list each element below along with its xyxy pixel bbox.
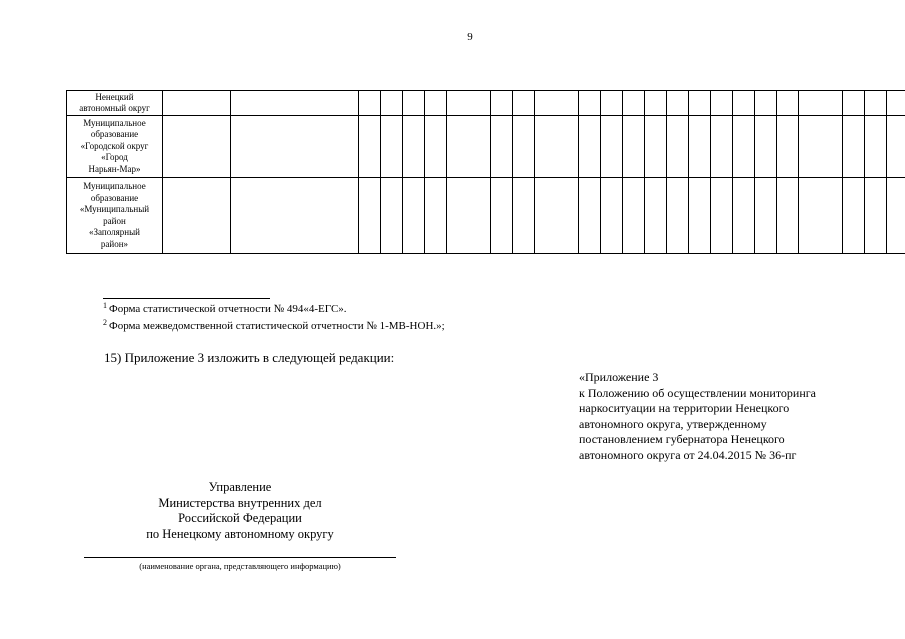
table-cell bbox=[163, 116, 231, 178]
table-cell bbox=[163, 178, 231, 254]
table-row bbox=[67, 91, 905, 116]
table-cell bbox=[777, 178, 799, 254]
appendix-line: наркоситуации на территории Ненецкого bbox=[579, 401, 790, 415]
table-cell bbox=[755, 91, 777, 116]
table-cell bbox=[403, 91, 425, 116]
organization-name bbox=[60, 480, 420, 542]
table-row bbox=[67, 116, 905, 178]
table-cell bbox=[887, 178, 905, 254]
table-cell bbox=[843, 178, 865, 254]
organization-line: Министерства внутренних дел bbox=[158, 495, 322, 510]
footnote-mark: 2 bbox=[103, 318, 107, 327]
table-cell bbox=[689, 91, 711, 116]
table-cell bbox=[579, 91, 601, 116]
table-cell bbox=[689, 178, 711, 254]
row-label-line: район» bbox=[100, 238, 129, 249]
table-cell bbox=[601, 178, 623, 254]
table-cell bbox=[491, 178, 513, 254]
row-label-line: Нарьян-Мар» bbox=[88, 163, 141, 174]
row-label-line: Ненецкий bbox=[95, 91, 134, 102]
table-cell bbox=[163, 91, 231, 116]
footnote-text: Форма межведомственной статистической отчетности № 1-МВ-НОН.»; bbox=[109, 320, 445, 332]
appendix-header bbox=[579, 370, 816, 463]
table-cell bbox=[601, 91, 623, 116]
table-cell bbox=[491, 116, 513, 178]
table-cell bbox=[535, 116, 579, 178]
row-label-line: «Город bbox=[101, 152, 128, 163]
table-cell bbox=[447, 178, 491, 254]
table-cell bbox=[645, 116, 667, 178]
table-cell bbox=[733, 116, 755, 178]
table-cell bbox=[359, 116, 381, 178]
table-cell bbox=[579, 178, 601, 254]
table-cell bbox=[535, 91, 579, 116]
table-cell bbox=[359, 178, 381, 254]
appendix-line: к Положению об осуществлении мониторинга bbox=[579, 385, 817, 400]
footnote-mark: 1 bbox=[103, 301, 107, 310]
footnote-1 bbox=[103, 301, 347, 315]
table-cell bbox=[843, 116, 865, 178]
table-cell bbox=[623, 116, 645, 178]
table-cell bbox=[777, 116, 799, 178]
row-label-line: образование bbox=[90, 129, 139, 140]
table-cell bbox=[231, 178, 359, 254]
table-cell bbox=[447, 91, 491, 116]
table-cell bbox=[513, 116, 535, 178]
table-cell bbox=[711, 178, 733, 254]
table-row bbox=[67, 178, 905, 254]
row-label-line: образование bbox=[90, 192, 139, 203]
row-label bbox=[67, 116, 163, 178]
table-cell bbox=[491, 91, 513, 116]
row-label bbox=[67, 178, 163, 254]
table-cell bbox=[755, 116, 777, 178]
row-label-line: Муниципальное bbox=[83, 117, 146, 128]
table-cell bbox=[425, 91, 447, 116]
table-cell bbox=[403, 178, 425, 254]
table-cell bbox=[799, 91, 843, 116]
table-cell bbox=[359, 91, 381, 116]
table-cell bbox=[425, 178, 447, 254]
table-cell bbox=[381, 91, 403, 116]
signature-line bbox=[84, 557, 396, 558]
organization-line: по Ненецкому автономному округу bbox=[146, 526, 334, 541]
table-cell bbox=[711, 91, 733, 116]
row-label-line: «Заполярный bbox=[89, 227, 140, 237]
appendix-line: постановлением губернатора Ненецкого bbox=[579, 432, 785, 446]
row-label-line: Муниципальное bbox=[83, 181, 146, 191]
table-cell bbox=[579, 116, 601, 178]
table-cell bbox=[645, 91, 667, 116]
row-label-line: «Городской округ bbox=[80, 140, 149, 151]
organization-line: Российской Федерации bbox=[178, 511, 302, 525]
table-cell bbox=[667, 91, 689, 116]
row-label-line: автономный округ bbox=[79, 103, 150, 113]
table-cell bbox=[733, 91, 755, 116]
row-label-line: район bbox=[103, 215, 126, 226]
table-cell bbox=[231, 116, 359, 178]
table-cell bbox=[381, 116, 403, 178]
table-cell bbox=[887, 91, 905, 116]
data-table bbox=[66, 90, 905, 254]
table-cell bbox=[513, 178, 535, 254]
table-cell bbox=[403, 116, 425, 178]
paragraph-15: 15) Приложение 3 изложить в следующей редакции: bbox=[104, 350, 395, 365]
appendix-line: автономного округа, утвержденному bbox=[579, 416, 767, 431]
table-cell bbox=[843, 91, 865, 116]
signature-caption: (наименование органа, представляющего информацию) bbox=[139, 561, 341, 571]
footnote-text: Форма статистической отчетности № 494«4-ЕГС». bbox=[109, 303, 347, 315]
table-cell bbox=[535, 178, 579, 254]
table-cell bbox=[667, 116, 689, 178]
table-cell bbox=[381, 178, 403, 254]
table-cell bbox=[755, 178, 777, 254]
table-cell bbox=[667, 178, 689, 254]
table-cell bbox=[799, 116, 843, 178]
footnote-2 bbox=[103, 318, 445, 332]
table-cell bbox=[645, 178, 667, 254]
table-cell bbox=[231, 91, 359, 116]
table-cell bbox=[887, 116, 905, 178]
table-cell bbox=[623, 178, 645, 254]
table-cell bbox=[799, 178, 843, 254]
table-cell bbox=[777, 91, 799, 116]
table-cell bbox=[425, 116, 447, 178]
organization-line: Управление bbox=[208, 480, 272, 494]
table-cell bbox=[865, 178, 887, 254]
row-label bbox=[67, 91, 163, 116]
table-cell bbox=[601, 116, 623, 178]
appendix-line: автономного округа от 24.04.2015 № 36-пг bbox=[579, 447, 797, 462]
appendix-line: «Приложение 3 bbox=[579, 370, 659, 384]
page-number: 9 bbox=[467, 31, 473, 43]
table-cell bbox=[513, 91, 535, 116]
table-cell bbox=[733, 178, 755, 254]
table-cell bbox=[689, 116, 711, 178]
table-cell bbox=[447, 116, 491, 178]
table-cell bbox=[865, 91, 887, 116]
row-label-line: «Муниципальный bbox=[79, 204, 150, 214]
table-cell bbox=[623, 91, 645, 116]
table-cell bbox=[865, 116, 887, 178]
footnote-separator bbox=[103, 298, 270, 299]
table-cell bbox=[711, 116, 733, 178]
